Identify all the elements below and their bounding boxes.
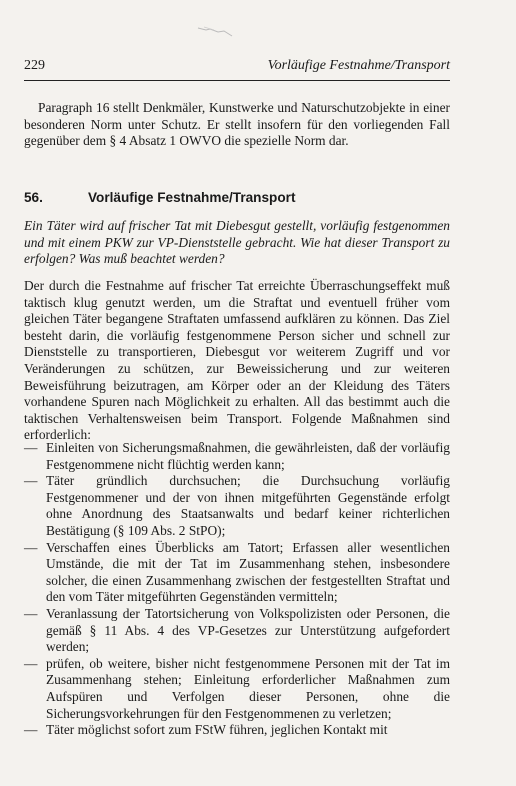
dash-marker: — (24, 722, 38, 738)
intro-paragraph: Paragraph 16 stellt Denkmäler, Kunstwerke und Naturschutzobjekte in einer besonderen Norm unter Schutz. Er stellt insofern für den vorliegenden Fall gegenüber dem § 4 Absatz 1 OWVO die spezielle Norm dar. (24, 100, 450, 149)
list-item-text: prüfen, ob weitere, bisher nicht festgenommene Personen mit der Tat im Zusammenhang stehen; Einleitung erforderlicher Maßnahmen zum Aufspüren und Verfolgen dieser Personen, ohne die Sicherungsvorkehrungen für den Festgenommenen zu verletzen; (46, 655, 450, 721)
list-item (24, 473, 450, 539)
answer-paragraph: Der durch die Festnahme auf frischer Tat erreichte Überraschungseffekt muß taktisch klug genutzt werden, um die Straftat und eventuell früher vom gleichen Täter begangene Straftaten umfassend aufklären zu können. Das Ziel besteht darin, die vorläufig festgenommene Person sicher und schnell zur Dienststelle zu transportieren, Diebesgut vor weiterem Zugriff und vor Veränderungen zu schützen, zur Beweissicherung und zur weiteren Beweisführung beizutragen, am Körper oder an der Kleidung des Täters vorhandene Spuren nach Möglichkeit zu erhalten. All das bestimmt auch die taktischen Verhaltensweisen beim Transport. Folgende Maßnahmen sind erforderlich: (24, 278, 450, 443)
dash-marker: — (24, 539, 38, 555)
header-rule (24, 80, 450, 81)
question-paragraph: Ein Täter wird auf frischer Tat mit Diebesgut gestellt, vorläufig festgenommen und mit einem PKW zur VP-Dienststelle gebracht. Wie hat dieser Transport zu erfolgen? Was muß beachtet werden? (24, 218, 450, 267)
list-item (24, 540, 450, 606)
list-item (24, 656, 450, 722)
section-heading (24, 190, 295, 205)
page-number: 229 (24, 58, 45, 73)
list-item-text: Täter gründlich durchsuchen; die Durchsuchung vorläufig Festgenommener und der von ihnen mitgeführten Gegenstände erfolgt ohne Anordnung des Staatsanwalts und bedarf keiner richterlichen Bestätigung (§ 109 Abs. 2 StPO); (46, 473, 450, 538)
page-header (24, 58, 450, 74)
list-item (24, 440, 450, 473)
measures-list (24, 440, 450, 739)
running-title: Vorläufige Festnahme/Transport (267, 58, 450, 73)
section-number: 56. (24, 190, 43, 205)
list-item-text: Täter möglichst sofort zum FStW führen, jeglichen Kontakt mit (46, 722, 388, 738)
list-item-text: Veranlassung der Tatortsicherung von Volkspolizisten oder Personen, die gemäß § 11 Abs. 4 des VP-Gesetzes zur Unterstützung aufgefordert werden; (46, 605, 450, 655)
dash-marker: — (24, 473, 38, 489)
section-title: Vorläufige Festnahme/Transport (88, 190, 296, 205)
list-item-text: Verschaffen eines Überblicks am Tatort; Erfassen aller wesentlichen Umstände, die mit der Tat im Zusammenhang stehen, insbesondere solcher, die einen Zusammenhang zwischen der festgestellten Straftat und den vom Täter mitgeführten Gegenständen vermitteln; (46, 539, 450, 605)
dash-marker: — (24, 655, 38, 671)
list-item-text: Einleiten von Sicherungsmaßnahmen, die gewährleisten, daß der vorläufig Festgenommene nicht flüchtig werden kann; (46, 440, 450, 472)
dash-marker: — (24, 605, 38, 621)
list-item (24, 606, 450, 656)
dash-marker: — (24, 440, 38, 455)
ink-smudge-mark (196, 24, 236, 38)
list-item (24, 722, 450, 739)
